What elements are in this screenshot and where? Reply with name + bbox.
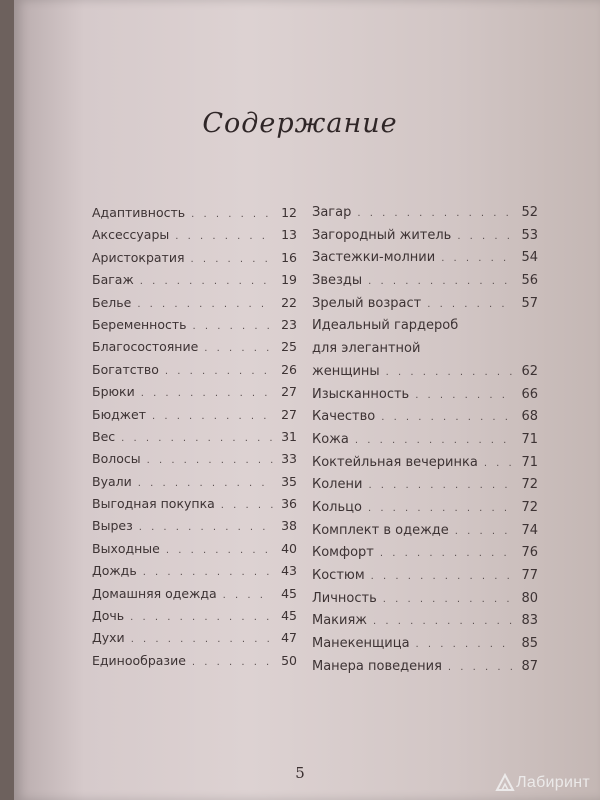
- toc-entry-title: Духи: [92, 630, 125, 646]
- toc-entry: [312, 568, 538, 591]
- toc-entry-page: 52: [521, 205, 538, 220]
- dot-leader: [368, 503, 514, 514]
- toc-entry-page: 12: [281, 205, 297, 220]
- toc-entry-page: 43: [281, 563, 297, 579]
- toc-entry-title: Комфорт: [312, 545, 374, 561]
- dot-leader: [204, 343, 273, 354]
- toc-entry-title: Манера поведения: [312, 658, 442, 674]
- toc-entry-page: 71: [521, 454, 538, 470]
- toc-entry: [92, 586, 297, 608]
- toc-entry-title: Загар: [312, 205, 352, 220]
- toc-entry: [92, 339, 297, 361]
- toc-entry-page: 66: [521, 386, 538, 402]
- toc-entry-page: 72: [521, 477, 538, 493]
- toc-entry-page: 23: [281, 316, 297, 332]
- dot-leader: [373, 616, 514, 627]
- toc-entry-page: 80: [521, 590, 538, 606]
- toc-entry-title: Беременность: [92, 316, 187, 332]
- toc-entry-page: 27: [281, 384, 297, 400]
- toc-entry: [312, 477, 538, 500]
- toc-entry-last-line: [312, 364, 538, 387]
- toc-entry-title: Колени: [312, 477, 363, 493]
- toc-entry-title: Волосы: [92, 451, 141, 467]
- dot-leader: [141, 388, 273, 399]
- toc-entry-page: 25: [281, 339, 297, 355]
- toc-entry: [92, 630, 297, 652]
- toc-entry-title: Макияж: [312, 613, 368, 629]
- dot-leader: [221, 500, 273, 511]
- toc-entry-page: 47: [281, 630, 297, 646]
- toc-entry-title: Кольцо: [312, 499, 362, 515]
- toc-entry: [92, 227, 297, 249]
- toc-entry-title: Костюм: [312, 568, 365, 583]
- toc-entry: [312, 387, 538, 410]
- toc-entry-title-line: для элегантной: [312, 341, 421, 357]
- toc-entry: [92, 429, 297, 451]
- dot-leader: [137, 299, 273, 310]
- toc-entry-page: 77: [521, 568, 538, 583]
- dot-leader: [484, 458, 514, 469]
- dot-leader: [355, 435, 514, 446]
- dot-leader: [143, 567, 273, 578]
- toc-entry-title-line: Идеальный гардероб: [312, 318, 459, 334]
- dot-leader: [368, 480, 514, 491]
- toc-left-column: [92, 205, 297, 675]
- dot-leader: [131, 634, 273, 645]
- toc-entry: [312, 432, 538, 455]
- toc-entry-page: 74: [521, 522, 538, 538]
- toc-entry-page: 62: [521, 363, 538, 379]
- toc-entry: [92, 541, 297, 563]
- toc-entry: [92, 653, 297, 675]
- dot-leader: [368, 276, 514, 287]
- toc-entry-title: Кожа: [312, 431, 349, 447]
- toc-entry: [312, 296, 538, 319]
- toc-entry: [92, 295, 297, 317]
- dot-leader: [448, 662, 514, 673]
- dot-leader: [371, 571, 514, 582]
- toc-entry-page: 35: [281, 473, 297, 489]
- toc-entry: [92, 250, 297, 272]
- watermark-text: Лабиринт: [516, 774, 590, 791]
- toc-entry-title: Вес: [92, 428, 116, 444]
- toc-entry-title: Бюджет: [92, 406, 146, 422]
- toc-entry-page: 57: [521, 295, 538, 311]
- toc-entry: [312, 636, 538, 659]
- dot-leader: [223, 590, 273, 601]
- dot-leader: [381, 412, 514, 423]
- toc-entry: [92, 384, 297, 406]
- dot-leader: [139, 522, 273, 533]
- toc-entry-title: Личность: [312, 590, 377, 606]
- toc-entry-title-line: женщины: [312, 363, 380, 379]
- dot-leader: [140, 276, 273, 287]
- toc-entry: [92, 474, 297, 496]
- toc-entry: [312, 205, 538, 228]
- toc-entry-page: 19: [281, 272, 297, 288]
- dot-leader: [165, 366, 273, 377]
- toc-right-column: [312, 205, 538, 681]
- toc-entry-title: Адаптивность: [92, 205, 186, 220]
- dot-leader: [193, 321, 273, 332]
- toc-entry: [312, 613, 538, 636]
- toc-entry: [312, 591, 538, 614]
- toc-entry-title: Вырез: [92, 518, 133, 534]
- toc-entry-title: Качество: [312, 409, 376, 425]
- toc-entry-title: Дождь: [92, 563, 137, 579]
- dot-leader: [190, 254, 273, 265]
- toc-entry-title: Благосостояние: [92, 339, 199, 355]
- toc-entry: [312, 228, 538, 251]
- toc-entry-page: 72: [521, 499, 538, 515]
- toc-entry-page: 27: [281, 406, 297, 422]
- toc-entry-page: 56: [521, 273, 538, 289]
- toc-entry-page: 38: [281, 518, 297, 534]
- dot-leader: [192, 657, 273, 668]
- toc-entry-page: 31: [281, 428, 297, 444]
- labirint-logo-icon: [495, 772, 515, 792]
- toc-entry-page: 13: [281, 227, 297, 243]
- toc-entry-title: Коктейльная вечеринка: [312, 454, 478, 470]
- toc-entry-title: Застежки-молнии: [312, 250, 436, 266]
- toc-entry-page: 45: [281, 608, 297, 624]
- dot-leader: [138, 478, 273, 489]
- toc-entry-page: 76: [521, 545, 538, 561]
- dot-leader: [380, 548, 514, 559]
- toc-entry-page: 83: [521, 613, 538, 629]
- toc-entry-title: Домашняя одежда: [92, 585, 217, 601]
- toc-entry-title: Выходные: [92, 540, 160, 556]
- toc-entry: [92, 205, 297, 227]
- dot-leader: [386, 367, 514, 378]
- toc-entry: [312, 273, 538, 296]
- dot-leader: [416, 639, 514, 650]
- labirint-watermark: [495, 772, 590, 792]
- toc-entry-title: Дочь: [92, 608, 125, 624]
- toc-entry-title: Выгодная покупка: [92, 496, 215, 512]
- toc-entry-page: 22: [281, 294, 297, 310]
- dot-leader: [427, 299, 514, 310]
- dot-leader: [455, 526, 514, 537]
- toc-entry: [312, 318, 538, 386]
- toc-entry-title: Вуали: [92, 473, 132, 489]
- toc-entry-title: Белье: [92, 294, 132, 310]
- toc-entry-page: 85: [521, 636, 538, 652]
- toc-entry-title: Зрелый возраст: [312, 295, 422, 311]
- toc-entry: [312, 409, 538, 432]
- toc-entry-page: 50: [281, 652, 297, 668]
- toc-entry: [92, 496, 297, 518]
- toc-entry-page: 40: [281, 540, 297, 556]
- toc-entry: [312, 250, 538, 273]
- toc-entry-title: Манекенщица: [312, 636, 410, 652]
- dot-leader: [152, 411, 273, 422]
- toc-entry-page: 71: [521, 431, 538, 447]
- dot-leader: [383, 594, 514, 605]
- toc-entry-page: 26: [281, 361, 297, 377]
- toc-entry-title: Аксессуары: [92, 227, 170, 243]
- toc-entry: [312, 500, 538, 523]
- dot-leader: [191, 209, 273, 220]
- toc-entry: [92, 608, 297, 630]
- toc-entry-page: 45: [281, 585, 297, 601]
- toc-entry: [312, 545, 538, 568]
- toc-entry: [92, 451, 297, 473]
- toc-entry: [312, 455, 538, 478]
- toc-entry: [312, 523, 538, 546]
- toc-entry-title: Аристократия: [92, 249, 185, 265]
- toc-entry: [92, 362, 297, 384]
- toc-entry-title: Загородный житель: [312, 227, 452, 243]
- toc-entry: [92, 407, 297, 429]
- toc-entry: [92, 518, 297, 540]
- dot-leader: [415, 390, 514, 401]
- dot-leader: [175, 231, 273, 242]
- toc-entry: [312, 659, 538, 682]
- toc-entry-page: 54: [521, 250, 538, 266]
- toc-entry-page: 68: [521, 409, 538, 425]
- toc-entry-page: 16: [281, 249, 297, 265]
- dot-leader: [457, 231, 514, 242]
- dot-leader: [357, 208, 514, 219]
- toc-entry-page: 87: [521, 658, 538, 674]
- toc-entry-page: 33: [281, 451, 297, 467]
- page-number: 5: [295, 764, 305, 782]
- toc-entry-title: Богатство: [92, 361, 159, 377]
- toc-entry-title: Комплект в одежде: [312, 522, 449, 538]
- toc-entry-page: 36: [281, 496, 297, 512]
- page-title: Содержание: [202, 108, 398, 139]
- dot-leader: [147, 455, 273, 466]
- toc-entry-title: Брюки: [92, 384, 135, 400]
- toc-entry-title: Багаж: [92, 272, 134, 288]
- dot-leader: [166, 545, 273, 556]
- toc-entry-page: 53: [521, 227, 538, 243]
- toc-entry: [92, 317, 297, 339]
- dot-leader: [130, 612, 273, 623]
- dot-leader: [121, 433, 273, 444]
- toc-entry: [92, 563, 297, 585]
- dot-leader: [441, 253, 514, 264]
- toc-entry-title: Звезды: [312, 273, 363, 289]
- toc-entry-title: Изысканность: [312, 386, 410, 402]
- toc-entry-title: Единообразие: [92, 652, 186, 668]
- toc-entry: [92, 272, 297, 294]
